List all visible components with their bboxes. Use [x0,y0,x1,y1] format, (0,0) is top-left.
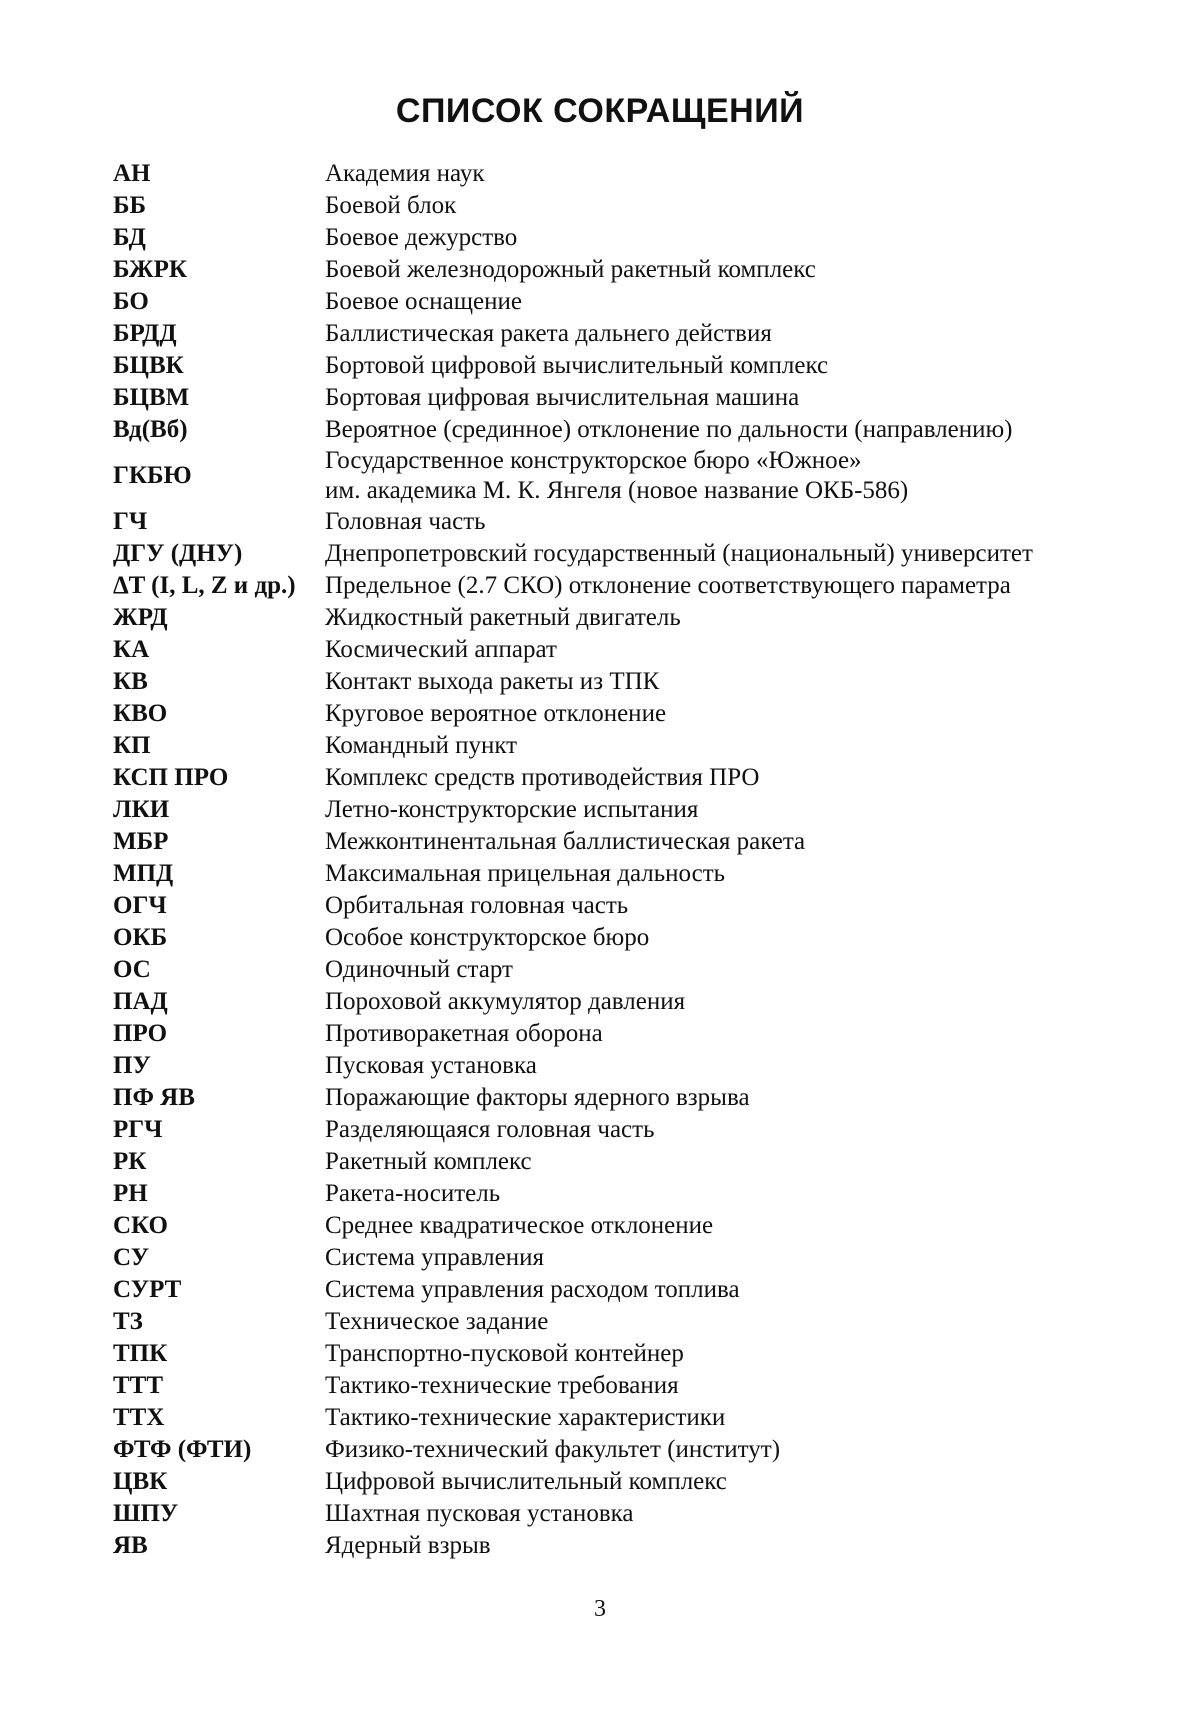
abbreviation-definition [325,191,1123,221]
abbreviation-term: АН [113,160,151,187]
definition-line: Транспортно-пусковой контейнер [325,1340,684,1367]
abbreviation-row [113,858,1123,890]
definition-line: Противоракетная оборона [325,1020,603,1047]
abbreviation-row [113,222,1123,254]
abbreviation-term: ПУ [113,1052,151,1079]
abbreviation-row [113,570,1123,602]
definition-line: Межконтинентальная баллистическая ракета [325,828,806,855]
abbreviation-term: ОКБ [113,924,168,951]
abbreviation-definition [325,795,1123,825]
abbreviation-definition [325,1051,1123,1081]
definition-line: Предельное (2.7 СКО) отклонение соответствующего параметра [325,572,1011,599]
abbreviation-list [113,158,1123,1562]
abbreviation-row [113,538,1123,570]
abbreviation-definition [325,446,1123,506]
abbreviation-row [113,1466,1123,1498]
definition-line: Тактико-технические требования [325,1372,679,1399]
definition-line: Днепропетровский государственный (национальный) университет [325,540,1033,567]
abbreviation-term: БО [113,288,149,315]
definition-line: Система управления расходом топлива [325,1276,740,1303]
definition-line: Государственное конструкторское бюро «Южное» [325,447,862,474]
abbreviation-definition [325,1467,1123,1497]
definition-line: Техническое задание [325,1308,549,1335]
abbreviation-definition [325,287,1123,317]
abbreviation-definition [325,1275,1123,1305]
definition-line: Цифровой вычислительный комплекс [325,1468,727,1495]
abbreviation-row [113,1274,1123,1306]
abbreviation-term: ШПУ [113,1500,179,1527]
abbreviation-term: ЦВК [113,1468,168,1495]
abbreviation-row [113,1530,1123,1562]
abbreviation-term: ТЗ [113,1308,143,1335]
abbreviation-row [113,1050,1123,1082]
page-title: СПИСОК СОКРАЩЕНИЙ [395,92,805,130]
abbreviation-term: МПД [113,860,174,887]
abbreviation-row [113,318,1123,350]
abbreviation-row [113,922,1123,954]
abbreviation-term: КВО [113,700,168,727]
definition-line: Бортовая цифровая вычислительная машина [325,384,800,411]
abbreviation-definition [325,1147,1123,1177]
definition-line: Боевой блок [325,192,457,219]
abbreviation-term: ЛКИ [113,796,170,823]
abbreviation-term: БЦВМ [113,384,190,411]
abbreviation-definition [325,255,1123,285]
definition-line: Одиночный старт [325,956,513,983]
abbreviation-row [113,1082,1123,1114]
abbreviation-definition [325,1403,1123,1433]
abbreviation-term: ПАД [113,988,168,1015]
abbreviation-row [113,286,1123,318]
abbreviation-definition [325,319,1123,349]
abbreviation-term: ПФ ЯВ [113,1084,195,1111]
definition-line: Командный пункт [325,732,518,759]
abbreviation-row [113,1498,1123,1530]
definition-line: Академия наук [325,160,485,187]
definition-line: Пусковая установка [325,1052,537,1079]
abbreviation-term: БД [113,224,146,251]
abbreviation-definition [325,1179,1123,1209]
definition-line: Орбитальная головная часть [325,892,629,919]
definition-line: Ядерный взрыв [325,1532,491,1559]
definition-line: Тактико-технические характеристики [325,1404,726,1431]
abbreviation-term: ББ [113,192,147,219]
abbreviation-term: СКО [113,1212,169,1239]
abbreviation-definition [325,667,1123,697]
abbreviation-term: ДГУ (ДНУ) [113,540,243,567]
definition-line: Боевой железнодорожный ракетный комплекс [325,256,816,283]
abbreviation-term: БРДД [113,320,177,347]
abbreviation-definition [325,1243,1123,1273]
definition-line: Шахтная пусковая установка [325,1500,634,1527]
abbreviation-row [113,1114,1123,1146]
definition-line: Вероятное (срединное) отклонение по дальности (направлению) [325,416,1013,443]
abbreviation-row [113,350,1123,382]
abbreviation-term: ТПК [113,1340,168,1367]
abbreviation-term: БЦВК [113,352,184,379]
abbreviation-term: ТТТ [113,1372,164,1399]
abbreviation-definition [325,763,1123,793]
definition-line: Разделяющаяся головная часть [325,1116,655,1143]
abbreviation-definition [325,1307,1123,1337]
abbreviation-term: КП [113,732,151,759]
abbreviation-row [113,826,1123,858]
abbreviation-row [113,1242,1123,1274]
definition-line: Комплекс средств противодействия ПРО [325,764,760,791]
abbreviation-row [113,698,1123,730]
abbreviation-term: КСП ПРО [113,764,229,791]
abbreviation-row [113,1178,1123,1210]
definition-line: Баллистическая ракета дальнего действия [325,320,772,347]
abbreviation-definition [325,507,1123,537]
abbreviation-row [113,794,1123,826]
abbreviation-term: СУРТ [113,1276,182,1303]
abbreviation-definition [325,859,1123,889]
abbreviation-term: РН [113,1180,148,1207]
abbreviation-definition [325,923,1123,953]
abbreviation-row [113,1018,1123,1050]
abbreviation-definition [325,159,1123,189]
abbreviation-definition [325,223,1123,253]
abbreviation-row [113,666,1123,698]
definition-line: Боевое дежурство [325,224,518,251]
abbreviation-definition [325,1019,1123,1049]
abbreviation-definition [325,731,1123,761]
definition-line: Система управления [325,1244,544,1271]
abbreviation-definition [325,1115,1123,1145]
abbreviation-term: ГЧ [113,508,148,535]
abbreviation-row [113,414,1123,446]
abbreviation-row [113,1370,1123,1402]
abbreviation-row [113,1210,1123,1242]
abbreviation-definition [325,955,1123,985]
abbreviation-term: ПРО [113,1020,168,1047]
abbreviation-definition [325,635,1123,665]
definition-line: Среднее квадратическое отклонение [325,1212,714,1239]
abbreviation-term: БЖРК [113,256,188,283]
abbreviation-row [113,1146,1123,1178]
abbreviation-definition [325,1499,1123,1529]
abbreviation-term: ΔT (I, L, Z и др.) [113,572,296,599]
abbreviation-row [113,158,1123,190]
abbreviation-row [113,1338,1123,1370]
abbreviation-term: Вд(Вб) [113,416,188,443]
abbreviation-term: РГЧ [113,1116,163,1143]
definition-line: Контакт выхода ракеты из ТПК [325,668,660,695]
definition-line: Ракетный комплекс [325,1148,532,1175]
abbreviation-row [113,446,1123,506]
definition-line: Головная часть [325,508,486,535]
abbreviation-term: ЖРД [113,604,168,631]
definition-line: Максимальная прицельная дальность [325,860,726,887]
abbreviation-row [113,890,1123,922]
abbreviation-term: ТТХ [113,1404,165,1431]
abbreviation-row [113,382,1123,414]
abbreviation-definition [325,1083,1123,1113]
abbreviation-definition [325,1339,1123,1369]
abbreviation-term: КВ [113,668,148,695]
abbreviation-term: ГКБЮ [113,462,192,489]
abbreviation-row [113,1402,1123,1434]
abbreviation-row [113,1306,1123,1338]
abbreviation-row [113,254,1123,286]
definition-line: Особое конструкторское бюро [325,924,650,951]
definition-line: Боевое оснащение [325,288,522,315]
abbreviation-row [113,762,1123,794]
abbreviation-definition [325,1371,1123,1401]
definition-line: Ракета-носитель [325,1180,501,1207]
abbreviation-row [113,730,1123,762]
abbreviation-term: ЯВ [113,1532,148,1559]
abbreviation-definition [325,699,1123,729]
definition-line: Круговое вероятное отклонение [325,700,667,727]
abbreviation-term: РК [113,1148,147,1175]
abbreviation-term: ФТФ (ФТИ) [113,1436,252,1463]
abbreviation-row [113,506,1123,538]
definition-line: Поражающие факторы ядерного взрыва [325,1084,750,1111]
page-number: 3 [594,1596,606,1622]
definition-line: им. академика М. К. Янгеля (новое название ОКБ-586) [325,477,909,504]
abbreviation-definition [325,827,1123,857]
abbreviation-row [113,954,1123,986]
abbreviation-definition [325,571,1123,601]
abbreviation-definition [325,415,1123,445]
abbreviation-term: ОГЧ [113,892,167,919]
abbreviation-row [113,986,1123,1018]
abbreviation-term: ОС [113,956,151,983]
abbreviation-definition [325,603,1123,633]
definition-line: Летно-конструкторские испытания [325,796,699,823]
definition-line: Пороховой аккумулятор давления [325,988,686,1015]
definition-line: Космический аппарат [325,636,557,663]
definition-line: Бортовой цифровой вычислительный комплекс [325,352,829,379]
abbreviation-term: СУ [113,1244,150,1271]
abbreviation-term: КА [113,636,150,663]
abbreviation-row [113,602,1123,634]
abbreviation-definition [325,1211,1123,1241]
definition-line: Жидкостный ракетный двигатель [325,604,681,631]
abbreviation-definition [325,383,1123,413]
abbreviation-definition [325,1531,1123,1561]
abbreviation-definition [325,987,1123,1017]
abbreviation-row [113,1434,1123,1466]
abbreviation-definition [325,1435,1123,1465]
abbreviation-row [113,190,1123,222]
abbreviation-definition [325,351,1123,381]
abbreviation-definition [325,539,1123,569]
abbreviation-row [113,634,1123,666]
abbreviation-term: МБР [113,828,169,855]
definition-line: Физико-технический факультет (институт) [325,1436,781,1463]
abbreviation-definition [325,891,1123,921]
